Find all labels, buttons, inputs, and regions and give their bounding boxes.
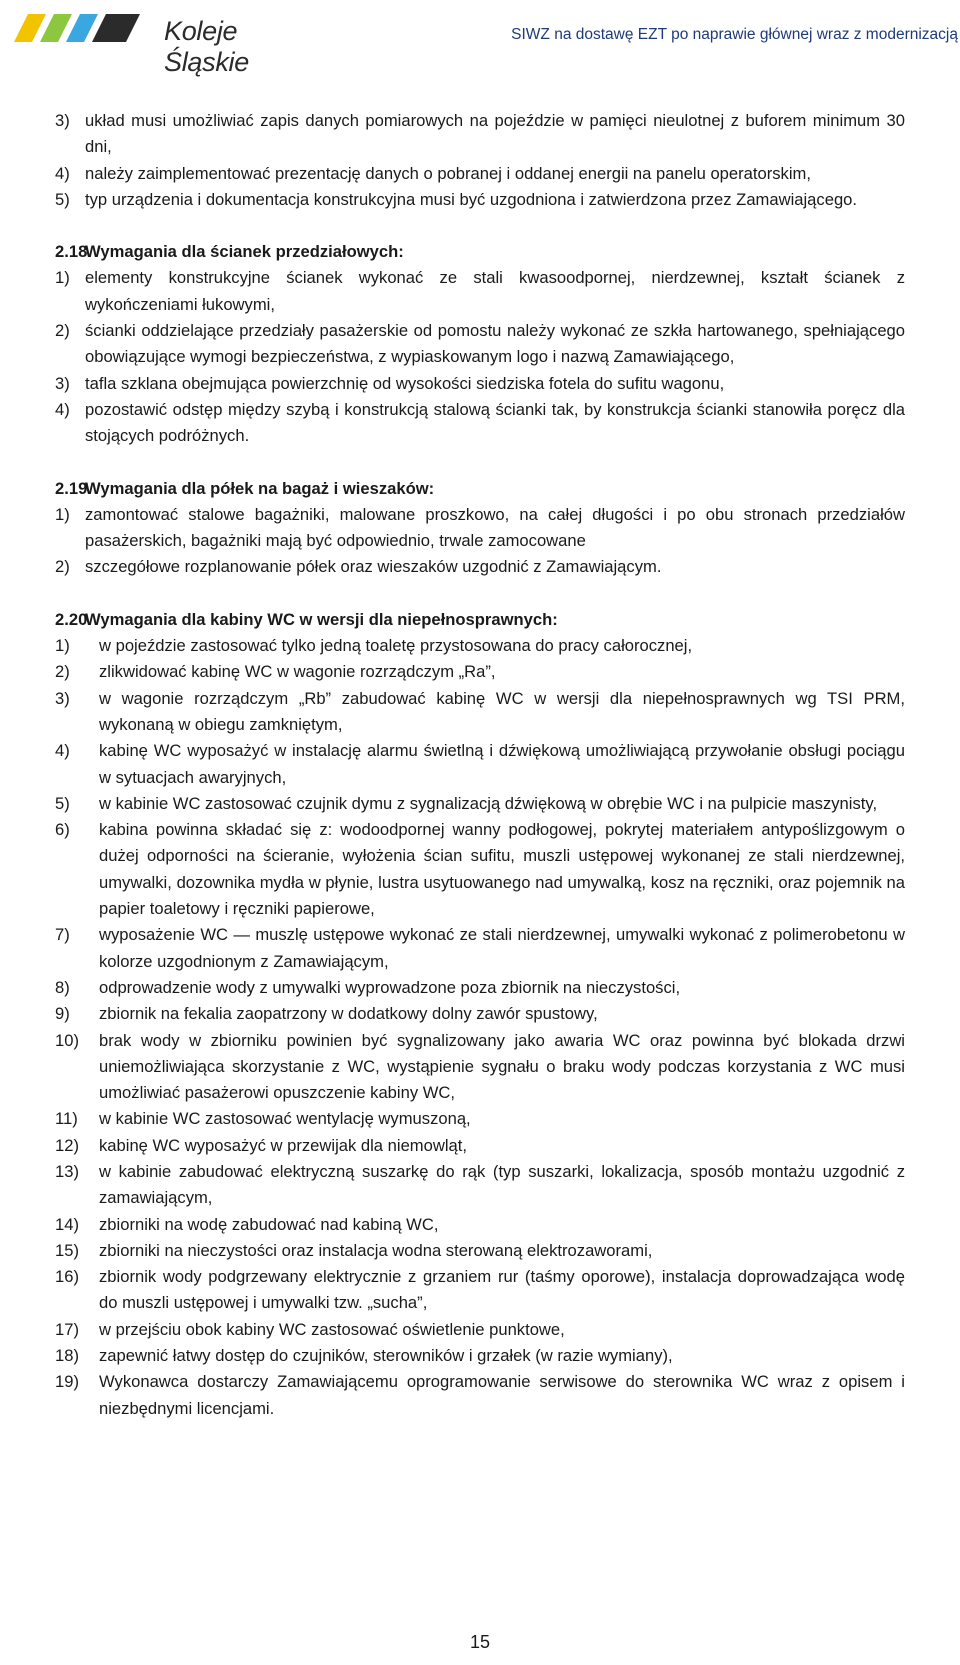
document-body	[55, 108, 905, 1422]
list-item-number: 11)	[55, 1109, 78, 1129]
list-item-number: 1)	[55, 268, 70, 288]
list-item	[55, 791, 905, 817]
koleje-slaskie-logo	[14, 6, 314, 77]
list-item-number: 1)	[55, 636, 70, 656]
page-number: 15	[469, 1632, 491, 1652]
list-item-number: 8)	[55, 977, 70, 997]
section-number: 2.19.	[55, 478, 92, 498]
list-item-number: 12)	[55, 1135, 79, 1155]
list-item-text: zbiornik wody podgrzewany elektrycznie z grzaniem rur (taśmy oporowe), instalacja doprowadzająca wodę do muszli ustępowej i umywalki tzw. „sucha”,	[99, 1267, 905, 1313]
section-number: 2.20.	[55, 609, 92, 629]
list-item-number: 13)	[55, 1161, 79, 1181]
section-title: Wymagania dla półek na bagaż i wieszaków:	[85, 478, 435, 498]
list-item-text: w pojeździe zastosować tylko jedną toaletę przystosowana do pracy całorocznej,	[99, 636, 693, 656]
list-item-text: w kabinie WC zastosować czujnik dymu z sygnalizacją dźwiękową w obrębie WC i na pulpicie maszynisty,	[99, 793, 878, 813]
list-item-number: 3)	[55, 373, 70, 393]
list-item-number: 17)	[55, 1319, 79, 1339]
intro-list	[55, 108, 905, 213]
list-item-text: odprowadzenie wody z umywalki wyprowadzone poza zbiornik na nieczystości,	[99, 977, 681, 997]
list-item-text: zbiorniki na wodę zabudować nad kabiną WC,	[99, 1214, 439, 1234]
list-item-number: 19)	[55, 1372, 79, 1392]
list-item	[55, 686, 905, 739]
list-item	[55, 1133, 905, 1159]
list-item-number: 3)	[55, 111, 70, 130]
section-heading	[55, 239, 905, 265]
section-heading	[55, 607, 905, 633]
list-item-text: kabinę WC wyposażyć w instalację alarmu świetlną i dźwiękową umożliwiającą przywołanie obsługi pociągu w sytuacjach awaryjnych,	[99, 741, 905, 787]
list-item	[55, 975, 905, 1001]
list-item	[55, 1028, 905, 1107]
list-item	[55, 738, 905, 791]
list-item-text: wyposażenie WC — muszlę ustępowe wykonać ze stali nierdzewnej, umywalki wykonać z polimerobetonu w kolorze uzgodnionym z Zamawiającym,	[99, 925, 905, 971]
list-item-text: ścianki oddzielające przedziały pasażerskie od pomostu należy wykonać ze szkła hartowanego, spełniającego obowiązujące wymogi bezpieczeństwa, z wypiaskowanym logo i nazwą Zamawiającego,	[85, 321, 905, 367]
list-item-number: 10)	[55, 1030, 79, 1050]
section-title: Wymagania dla ścianek przedziałowych:	[85, 242, 404, 262]
list-item-text: tafla szklana obejmująca powierzchnię od wysokości siedziska fotela do sufitu wagonu,	[85, 373, 725, 393]
list-item-number: 18)	[55, 1346, 79, 1366]
list-item	[55, 1159, 905, 1212]
list-item	[55, 265, 905, 318]
list-item	[55, 108, 905, 161]
section	[55, 607, 905, 1422]
logo-text: Koleje Śląskie	[164, 16, 249, 77]
list-item-number: 4)	[55, 163, 70, 183]
list-item	[55, 502, 905, 555]
section	[55, 239, 905, 449]
list-item-text: układ musi umożliwiać zapis danych pomiarowych na pojeździe w pamięci nieulotnej z buforem minimum 30 dni,	[85, 111, 905, 157]
list-item	[55, 817, 905, 922]
list-item-number: 9)	[55, 1004, 70, 1024]
list-item-text: zamontować stalowe bagażniki, malowane proszkowo, na całej długości i po obu stronach przedziałów pasażerskich, bagażniki mają być odpowiednio, trwale zamocowane	[85, 504, 905, 551]
logo-stripes-icon	[14, 6, 154, 46]
list-item-number: 5)	[55, 793, 70, 813]
list-item-text: zbiornik na fekalia zaopatrzony w dodatkowy dolny zawór spustowy,	[99, 1004, 598, 1024]
list-item-text: należy zaimplementować prezentację danych o pobranej i oddanej energii na panelu operatorskim,	[85, 163, 811, 183]
list-item-text: zapewnić łatwy dostęp do czujników, sterowników i grzałek (w razie wymiany),	[99, 1346, 673, 1366]
list-item-number: 16)	[55, 1267, 79, 1287]
section-title: Wymagania dla kabiny WC w wersji dla niepełnosprawnych:	[85, 609, 558, 629]
list-item-text: w kabinie zabudować elektryczną suszarkę do rąk (typ suszarki, lokalizacja, sposób montażu uzgodnić z zamawiającym,	[99, 1161, 905, 1208]
list-item	[55, 1001, 905, 1027]
list-item	[55, 371, 905, 397]
list-item-number: 2)	[55, 557, 70, 577]
list-item-number: 6)	[55, 820, 70, 840]
section	[55, 476, 905, 581]
list-item	[55, 659, 905, 685]
list-item-number: 1)	[55, 504, 70, 524]
list-item	[55, 1212, 905, 1238]
list-item	[55, 161, 905, 187]
list-item-text: brak wody w zbiorniku powinien być sygnalizowany jako awaria WC oraz powinna być blokada drzwi uniemożliwiająca skorzystanie z WC, wystąpienie sygnału o braku wody podczas korzystania z WC musi umożliwiać pasażerowi opuszczenie kabiny WC,	[99, 1030, 905, 1103]
list-item-text: w kabinie WC zastosować wentylację wymuszoną,	[99, 1109, 471, 1129]
list-item-text: szczegółowe rozplanowanie półek oraz wieszaków uzgodnić z Zamawiającym.	[85, 557, 662, 577]
list-item-number: 2)	[55, 662, 70, 682]
list-item-number: 3)	[55, 688, 70, 708]
list-item	[55, 187, 905, 213]
list-item-text: zlikwidować kabinę WC w wagonie rozrządczym „Ra”,	[99, 662, 496, 682]
list-item-text: w przejściu obok kabiny WC zastosować oświetlenie punktowe,	[99, 1319, 565, 1339]
list-item	[55, 1106, 905, 1132]
list-item	[55, 1369, 905, 1422]
list-item-text: zbiorniki na nieczystości oraz instalacja wodna sterowaną elektrozaworami,	[99, 1240, 653, 1260]
list-item-number: 15)	[55, 1240, 79, 1260]
document-title: SIWZ na dostawę EZT po naprawie głównej wraz z modernizacją	[511, 26, 958, 43]
list-item-text: kabinę WC wyposażyć w przewijak dla niemowląt,	[99, 1135, 467, 1155]
list-item	[55, 1238, 905, 1264]
list-item	[55, 922, 905, 975]
list-item-number: 2)	[55, 321, 70, 341]
list-item-text: pozostawić odstęp między szybą i konstrukcją stalową ścianki tak, by konstrukcja ścianki stanowiła poręcz dla stojących podróżnych.	[85, 399, 905, 446]
list-item-text: elementy konstrukcyjne ścianek wykonać ze stali kwasoodpornej, nierdzewnej, kształt ścianek z wykończeniami łukowymi,	[85, 268, 905, 314]
list-item-number: 5)	[55, 189, 70, 209]
list-item-text: kabina powinna składać się z: wodoodpornej wanny podłogowej, pokrytej materiałem antypoślizgowym o dużej odporności na ścieranie, wyłożenia ścian sufitu, muszli ustępowej wykonanej ze stali nierdzewnej, umywalki, dozownika mydła w płynie, lustra usytuowanego nad umywalką, kosz na ręczniki, oraz pojemnik na papier toaletowy i ręczniki papierowe,	[99, 820, 905, 919]
list-item	[55, 397, 905, 450]
list-item-text: typ urządzenia i dokumentacja konstrukcyjna musi być uzgodniona i zatwierdzona przez Zamawiającego.	[85, 189, 858, 209]
list-item	[55, 1317, 905, 1343]
list-item	[55, 633, 905, 659]
page-header	[0, 0, 960, 77]
list-item-number: 7)	[55, 925, 70, 945]
list-item	[55, 554, 905, 580]
list-item	[55, 1343, 905, 1369]
list-item-number: 4)	[55, 399, 70, 419]
list-item-number: 14)	[55, 1214, 79, 1234]
section-number: 2.18.	[55, 242, 92, 262]
list-item	[55, 318, 905, 371]
list-item-text: Wykonawca dostarczy Zamawiającemu oprogramowanie serwisowe do sterownika WC wraz z opisem i niezbędnymi licencjami.	[99, 1372, 905, 1418]
section-heading	[55, 476, 905, 502]
list-item-number: 4)	[55, 741, 70, 761]
list-item-text: w wagonie rozrządczym „Rb” zabudować kabinę WC w wersji dla niepełnosprawnych wg TSI PRM, wykonaną w obiegu zamkniętym,	[99, 688, 905, 734]
list-item	[55, 1264, 905, 1317]
